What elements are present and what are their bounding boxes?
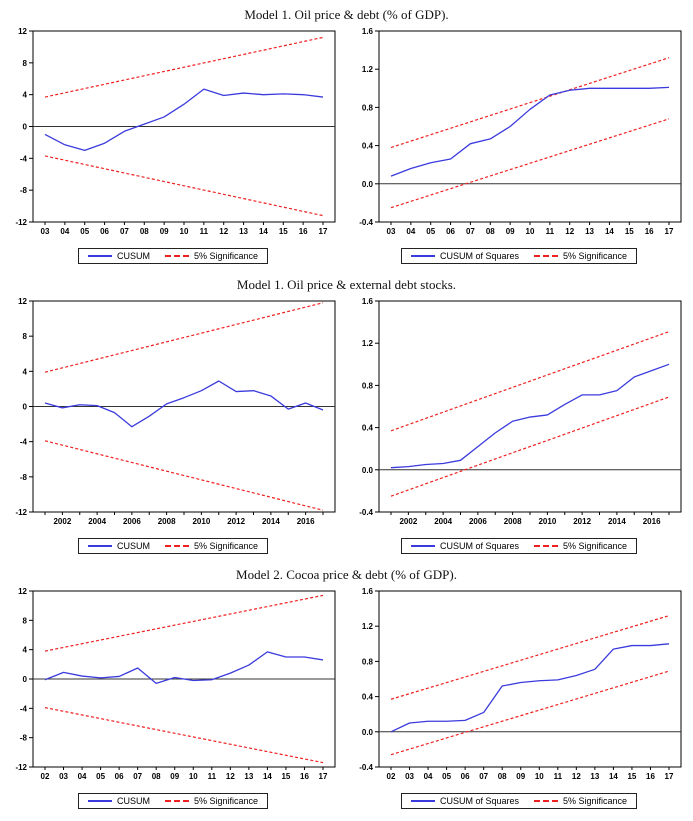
- y-tick-label: -8: [19, 472, 27, 482]
- chart-model1-gdp-cusum: [0, 25, 346, 272]
- chart-model1-extdebt-cusum: [0, 295, 346, 562]
- legend-significance-label: 5% Significance: [193, 251, 259, 261]
- legend-significance-line-sample: [534, 545, 558, 547]
- x-tick-label: 13: [590, 772, 600, 781]
- chart-model2-cocoa-cusumsq: [346, 585, 692, 817]
- x-tick-label: 03: [386, 227, 396, 236]
- y-tick-label: -12: [15, 218, 27, 227]
- legend-significance-label: 5% Significance: [562, 796, 628, 806]
- y-tick-label: -8: [19, 186, 27, 196]
- y-tick-label: -12: [15, 763, 27, 772]
- x-tick-label: 2014: [607, 517, 626, 526]
- x-tick-label: 15: [278, 227, 288, 236]
- significance-lower-line: [45, 156, 323, 216]
- x-tick-label: 2008: [503, 517, 522, 526]
- x-tick-label: 14: [262, 772, 272, 781]
- significance-upper-line: [45, 595, 323, 651]
- significance-upper-line: [45, 303, 323, 372]
- section-model2-cocoa: [0, 567, 693, 817]
- x-tick-label: 2006: [122, 517, 141, 526]
- x-tick-label: 17: [664, 772, 674, 781]
- legend-significance-label: 5% Significance: [193, 796, 259, 806]
- x-tick-label: 17: [318, 772, 328, 781]
- y-tick-label: 8: [22, 616, 27, 626]
- x-tick-label: 08: [151, 772, 161, 781]
- x-tick-label: 16: [300, 772, 309, 781]
- legend-wrap: [78, 534, 268, 554]
- y-tick-label: -8: [19, 733, 27, 743]
- series-line: [391, 644, 669, 732]
- legend-wrap: [401, 789, 637, 809]
- legend-series-label: CUSUM of Squares: [439, 541, 519, 551]
- y-tick-label: -0.4: [359, 763, 373, 772]
- x-tick-label: 11: [545, 227, 555, 236]
- x-tick-label: 05: [80, 227, 90, 236]
- y-tick-label: 0: [22, 122, 27, 132]
- y-tick-label: -0.4: [359, 218, 373, 227]
- x-tick-label: 02: [40, 772, 50, 781]
- legend-series-line-sample: [88, 800, 112, 802]
- series-line: [45, 89, 323, 150]
- x-tick-label: 2006: [468, 517, 487, 526]
- legend-series-line-sample: [411, 800, 435, 802]
- legend-wrap: [78, 244, 268, 264]
- cusumsq-plot-svg: [349, 295, 689, 530]
- legend-significance-line-sample: [165, 255, 189, 257]
- x-tick-label: 14: [258, 227, 268, 236]
- section-title: Model 1. Oil price & debt (% of GDP).: [244, 7, 449, 22]
- x-tick-label: 2010: [192, 517, 211, 526]
- x-tick-label: 09: [505, 227, 515, 236]
- y-tick-label: 0: [22, 675, 27, 684]
- chart-legend: [78, 538, 268, 554]
- x-tick-label: 14: [608, 772, 618, 781]
- x-tick-label: 2004: [88, 517, 107, 526]
- legend-significance-line-sample: [534, 800, 558, 802]
- legend-series-line-sample: [411, 545, 435, 547]
- x-tick-label: 07: [479, 772, 489, 781]
- y-tick-label: -12: [15, 508, 27, 517]
- significance-lower-line: [45, 708, 323, 763]
- y-tick-label: 1.2: [361, 339, 373, 349]
- x-tick-label: 09: [159, 227, 169, 236]
- significance-upper-line: [391, 58, 669, 148]
- chart-legend: [78, 248, 268, 264]
- legend-series-line-sample: [88, 255, 112, 257]
- x-tick-label: 11: [553, 772, 563, 781]
- x-tick-label: 17: [664, 227, 674, 236]
- x-tick-label: 2012: [227, 517, 246, 526]
- x-tick-label: 11: [199, 227, 209, 236]
- y-tick-label: 0.4: [361, 692, 373, 702]
- series-line: [45, 381, 323, 427]
- y-tick-label: -4: [19, 437, 27, 447]
- significance-upper-line: [45, 37, 323, 97]
- x-tick-label: 2002: [53, 517, 72, 526]
- x-tick-label: 06: [446, 227, 456, 236]
- section-title: Model 1. Oil price & external debt stocks.: [236, 277, 457, 292]
- x-tick-label: 07: [133, 772, 143, 781]
- x-tick-label: 15: [627, 772, 637, 781]
- chart-legend: [401, 538, 637, 554]
- x-tick-label: 14: [604, 227, 614, 236]
- section-title: Model 2. Cocoa price & debt (% of GDP).: [236, 567, 457, 582]
- chart-model1-extdebt-cusumsq: [346, 295, 692, 562]
- x-tick-label: 16: [298, 227, 308, 236]
- y-tick-label: 4: [22, 645, 27, 655]
- x-tick-label: 12: [225, 772, 235, 781]
- chart-model1-gdp-cusumsq: [346, 25, 692, 272]
- cusum-plot-svg: [3, 25, 343, 240]
- plot-border: [379, 301, 681, 512]
- significance-upper-line: [391, 332, 669, 431]
- y-tick-label: 4: [22, 367, 27, 377]
- x-tick-label: 13: [239, 227, 249, 236]
- legend-wrap: [401, 534, 637, 554]
- chart-legend: [78, 793, 268, 809]
- y-tick-label: 1.6: [361, 297, 373, 306]
- section-model1-gdp: [0, 7, 693, 272]
- y-tick-label: 0.4: [361, 141, 373, 151]
- y-tick-label: 0.8: [361, 103, 373, 113]
- significance-upper-line: [391, 616, 669, 700]
- y-tick-label: -0.4: [359, 508, 373, 517]
- y-tick-label: 0.4: [361, 423, 373, 433]
- y-tick-label: 12: [18, 587, 27, 596]
- x-tick-label: 11: [207, 772, 217, 781]
- x-tick-label: 10: [179, 227, 189, 236]
- y-tick-label: 12: [18, 297, 27, 306]
- x-tick-label: 08: [139, 227, 149, 236]
- x-tick-label: 09: [170, 772, 180, 781]
- x-tick-label: 15: [281, 772, 291, 781]
- chart-row: [0, 585, 693, 817]
- significance-lower-line: [391, 671, 669, 755]
- chart-legend: [401, 248, 637, 264]
- x-tick-label: 05: [426, 227, 436, 236]
- x-tick-label: 07: [119, 227, 129, 236]
- x-tick-label: 02: [386, 772, 396, 781]
- significance-lower-line: [391, 119, 669, 208]
- y-tick-label: 1.6: [361, 27, 373, 36]
- legend-significance-label: 5% Significance: [562, 251, 628, 261]
- legend-significance-label: 5% Significance: [562, 541, 628, 551]
- x-tick-label: 05: [442, 772, 452, 781]
- cusum-plot-svg: [3, 295, 343, 530]
- x-tick-label: 2016: [642, 517, 661, 526]
- x-tick-label: 08: [497, 772, 507, 781]
- significance-lower-line: [391, 397, 669, 496]
- x-tick-label: 04: [423, 772, 433, 781]
- x-tick-label: 16: [646, 772, 655, 781]
- x-tick-label: 13: [585, 227, 595, 236]
- section-model1-extdebt: [0, 277, 693, 562]
- legend-series-label: CUSUM: [116, 541, 150, 551]
- x-tick-label: 09: [516, 772, 526, 781]
- x-tick-label: 05: [96, 772, 106, 781]
- x-tick-label: 07: [465, 227, 475, 236]
- legend-series-label: CUSUM: [116, 251, 150, 261]
- x-tick-label: 06: [114, 772, 124, 781]
- legend-wrap: [401, 244, 637, 264]
- x-tick-label: 03: [59, 772, 68, 781]
- x-tick-label: 2012: [573, 517, 592, 526]
- x-tick-label: 04: [406, 227, 416, 236]
- cusum-plot-svg: [3, 585, 343, 785]
- y-tick-label: 1.2: [361, 65, 373, 75]
- y-tick-label: 4: [22, 90, 27, 100]
- x-tick-label: 12: [219, 227, 229, 236]
- plot-border: [379, 31, 681, 222]
- cusumsq-plot-svg: [349, 25, 689, 240]
- legend-series-line-sample: [88, 545, 112, 547]
- x-tick-label: 2016: [296, 517, 315, 526]
- y-tick-label: -4: [19, 154, 27, 164]
- y-tick-label: 0.0: [361, 179, 373, 189]
- x-tick-label: 10: [534, 772, 544, 781]
- legend-series-label: CUSUM of Squares: [439, 251, 519, 261]
- y-tick-label: -4: [19, 704, 27, 714]
- x-tick-label: 12: [571, 772, 581, 781]
- y-tick-label: 8: [22, 332, 27, 342]
- y-tick-label: 0.0: [361, 727, 373, 737]
- x-tick-label: 16: [644, 227, 654, 236]
- x-tick-label: 2014: [261, 517, 280, 526]
- chart-legend: [401, 793, 637, 809]
- x-tick-label: 13: [244, 772, 254, 781]
- chart-row: [0, 25, 693, 272]
- x-tick-label: 2002: [399, 517, 418, 526]
- x-tick-label: 2010: [538, 517, 557, 526]
- legend-significance-line-sample: [165, 545, 189, 547]
- y-tick-label: 0: [22, 402, 27, 412]
- legend-wrap: [78, 789, 268, 809]
- x-tick-label: 15: [624, 227, 634, 236]
- chart-row: [0, 295, 693, 562]
- y-tick-label: 1.2: [361, 622, 373, 632]
- legend-series-label: CUSUM of Squares: [439, 796, 519, 806]
- x-tick-label: 06: [460, 772, 470, 781]
- y-tick-label: 1.6: [361, 587, 373, 596]
- cusumsq-plot-svg: [349, 585, 689, 785]
- x-tick-label: 08: [485, 227, 495, 236]
- y-tick-label: 12: [18, 27, 27, 36]
- x-tick-label: 10: [525, 227, 535, 236]
- x-tick-label: 2008: [157, 517, 176, 526]
- chart-model2-cocoa-cusum: [0, 585, 346, 817]
- legend-significance-line-sample: [534, 255, 558, 257]
- x-tick-label: 2004: [434, 517, 453, 526]
- plot-border: [379, 591, 681, 767]
- x-tick-label: 03: [40, 227, 50, 236]
- x-tick-label: 10: [188, 772, 198, 781]
- x-tick-label: 03: [405, 772, 414, 781]
- x-tick-label: 04: [60, 227, 70, 236]
- legend-series-label: CUSUM: [116, 796, 150, 806]
- x-tick-label: 04: [77, 772, 87, 781]
- x-tick-label: 12: [565, 227, 575, 236]
- y-tick-label: 0.8: [361, 657, 373, 667]
- x-tick-label: 17: [318, 227, 328, 236]
- y-tick-label: 8: [22, 58, 27, 68]
- y-tick-label: 0.8: [361, 381, 373, 391]
- legend-significance-line-sample: [165, 800, 189, 802]
- significance-lower-line: [45, 441, 323, 510]
- legend-series-line-sample: [411, 255, 435, 257]
- y-tick-label: 0.0: [361, 465, 373, 475]
- x-tick-label: 06: [100, 227, 110, 236]
- legend-significance-label: 5% Significance: [193, 541, 259, 551]
